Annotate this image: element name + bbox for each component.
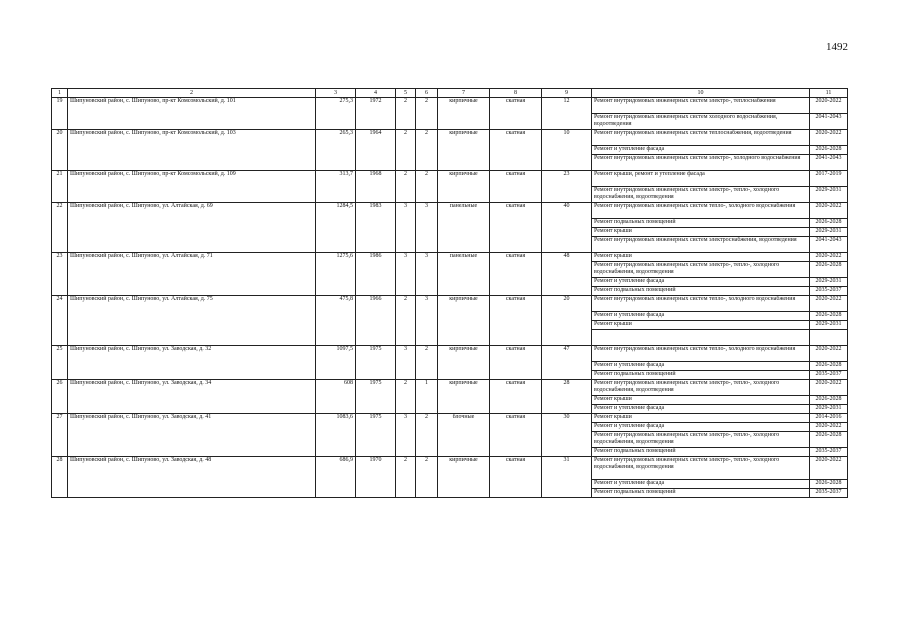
wall-material: блочные [438,414,490,457]
building-area: 1083,6 [316,414,356,457]
building-address: Шипуновский район, с. Шипуново, пр-кт Комсомольский, д. 103 [68,130,316,171]
apartment-count: 47 [542,346,592,380]
work-name: Ремонт крыши [592,253,810,262]
work-period: 2026-2028 [810,362,848,371]
work-name [592,330,810,346]
work-name: Ремонт внутридомовых инженерных систем тепло-, холодного водоснабжения [592,346,810,362]
building-area: 686,9 [316,457,356,498]
floor-count: 3 [396,346,416,380]
table-row [52,203,848,219]
column-number: 6 [416,89,438,98]
entrance-count: 2 [416,130,438,171]
building-address: Шипуновский район, с. Шипуново, ул. Заводская, д. 48 [68,457,316,498]
column-number: 7 [438,89,490,98]
work-period: 2026-2028 [810,219,848,228]
roof-type: скатная [490,414,542,457]
entrance-count: 1 [416,380,438,414]
column-number: 9 [542,89,592,98]
roof-type: скатная [490,380,542,414]
column-number: 5 [396,89,416,98]
work-name: Ремонт подвальных помещений [592,287,810,296]
entrance-count: 3 [416,203,438,253]
column-number: 11 [810,89,848,98]
apartment-count: 48 [542,253,592,296]
work-name: Ремонт внутридомовых инженерных систем тепло-, холодного водоснабжения [592,296,810,312]
work-name: Ремонт внутридомовых инженерных систем электроснабжения, водоотведения [592,237,810,253]
wall-material: панельные [438,253,490,296]
table-row [52,171,848,187]
work-name: Ремонт внутридомовых инженерных систем электро-, тепло-, холодного водоснабжения, водоотведения [592,432,810,448]
apartment-count: 28 [542,380,592,414]
table-row [52,98,848,114]
building-area: 1275,6 [316,253,356,296]
table-row [52,130,848,146]
column-number: 2 [68,89,316,98]
wall-material: кирпичные [438,296,490,346]
work-name: Ремонт крыши [592,396,810,405]
apartment-count: 40 [542,203,592,253]
building-area: 275,3 [316,98,356,130]
floor-count: 2 [396,171,416,203]
work-period: 2035-2037 [810,448,848,457]
work-name: Ремонт и утепление фасада [592,362,810,371]
building-address: Шипуновский район, с. Шипуново, ул. Заводская, д. 32 [68,346,316,380]
work-name: Ремонт и утепление фасада [592,146,810,155]
work-name: Ремонт и утепление фасада [592,423,810,432]
apartment-count: 23 [542,171,592,203]
work-period: 2017-2019 [810,171,848,187]
roof-type: скатная [490,130,542,171]
work-name: Ремонт крыши [592,321,810,330]
work-period: 2020-2022 [810,130,848,146]
row-number: 27 [52,414,68,457]
apartment-count: 10 [542,130,592,171]
table-row [52,346,848,362]
work-period: 2041-2043 [810,237,848,253]
construction-year: 1975 [356,346,396,380]
table-row [52,380,848,396]
table-body [52,98,848,498]
work-name: Ремонт внутридомовых инженерных систем электро-, тепло-, холодного водоснабжения, водоотведения [592,380,810,396]
work-period: 2029-2031 [810,405,848,414]
floor-count: 2 [396,130,416,171]
work-period: 2035-2037 [810,287,848,296]
table-row [52,457,848,480]
work-period: 2035-2037 [810,371,848,380]
construction-year: 1975 [356,414,396,457]
work-name: Ремонт внутридомовых инженерных систем тепло-, холодного водоснабжения [592,203,810,219]
entrance-count: 2 [416,346,438,380]
wall-material: кирпичные [438,130,490,171]
table-row [52,253,848,262]
construction-year: 1975 [356,380,396,414]
entrance-count: 2 [416,457,438,498]
wall-material: кирпичные [438,380,490,414]
construction-year: 1986 [356,253,396,296]
construction-year: 1964 [356,130,396,171]
building-address: Шипуновский район, с. Шипуново, пр-кт Комсомольский, д. 109 [68,171,316,203]
table-row [52,414,848,423]
apartment-count: 31 [542,457,592,498]
row-number: 28 [52,457,68,498]
page-number: 1492 [826,41,848,53]
work-period: 2020-2022 [810,203,848,219]
column-number: 3 [316,89,356,98]
building-address: Шипуновский район, с. Шипуново, ул. Заводская, д. 41 [68,414,316,457]
roof-type: скатная [490,98,542,130]
column-number: 4 [356,89,396,98]
roof-type: скатная [490,253,542,296]
floor-count: 3 [396,253,416,296]
row-number: 26 [52,380,68,414]
roof-type: скатная [490,457,542,498]
work-period: 2020-2022 [810,457,848,480]
work-name: Ремонт подвальных помещений [592,219,810,228]
construction-year: 1983 [356,203,396,253]
work-period: 2020-2022 [810,98,848,114]
work-name: Ремонт крыши, ремонт и утепление фасада [592,171,810,187]
work-name: Ремонт и утепление фасада [592,480,810,489]
work-name: Ремонт и утепление фасада [592,312,810,321]
floor-count: 2 [396,457,416,498]
column-number: 1 [52,89,68,98]
floor-count: 3 [396,203,416,253]
work-name: Ремонт внутридомовых инженерных систем электро-, холодного водоснабжения [592,155,810,171]
construction-year: 1970 [356,457,396,498]
building-area: 265,3 [316,130,356,171]
work-period: 2020-2022 [810,380,848,396]
work-period: 2026-2028 [810,432,848,448]
building-address: Шипуновский район, с. Шипуново, ул. Заводская, д. 34 [68,380,316,414]
floor-count: 2 [396,296,416,346]
work-name: Ремонт внутридомовых инженерных систем электро-, тепло-, холодного водоснабжения, водоотведения [592,187,810,203]
row-number: 24 [52,296,68,346]
work-period: 2029-2031 [810,278,848,287]
entrance-count: 2 [416,171,438,203]
entrance-count: 2 [416,98,438,130]
roof-type: скатная [490,296,542,346]
construction-year: 1966 [356,296,396,346]
work-name: Ремонт подвальных помещений [592,448,810,457]
capital-repair-table [51,88,848,498]
building-address: Шипуновский район, с. Шипуново, ул. Алтайская, д. 75 [68,296,316,346]
floor-count: 2 [396,380,416,414]
work-period: 2035-2037 [810,489,848,498]
work-name: Ремонт крыши [592,414,810,423]
work-period: 2041-2043 [810,155,848,171]
work-name: Ремонт и утепление фасада [592,278,810,287]
construction-year: 1972 [356,98,396,130]
roof-type: скатная [490,171,542,203]
work-name: Ремонт внутридомовых инженерных систем электро-, теплоснабжения [592,98,810,114]
work-name: Ремонт подвальных помещений [592,489,810,498]
building-address: Шипуновский район, с. Шипуново, ул. Алтайская, д. 71 [68,253,316,296]
building-address: Шипуновский район, с. Шипуново, пр-кт Комсомольский, д. 101 [68,98,316,130]
entrance-count: 3 [416,296,438,346]
column-number: 10 [592,89,810,98]
work-period: 2029-2031 [810,321,848,330]
work-period: 2026-2028 [810,262,848,278]
work-period: 2026-2028 [810,480,848,489]
work-period: 2026-2028 [810,312,848,321]
work-period: 2026-2028 [810,146,848,155]
column-number-row [52,89,848,98]
work-period: 2026-2028 [810,396,848,405]
floor-count: 3 [396,414,416,457]
work-period: 2020-2022 [810,296,848,312]
floor-count: 2 [396,98,416,130]
work-name: Ремонт и утепление фасада [592,405,810,414]
wall-material: кирпичные [438,98,490,130]
table-row [52,296,848,312]
work-period: 2029-2031 [810,228,848,237]
construction-year: 1968 [356,171,396,203]
row-number: 25 [52,346,68,380]
apartment-count: 12 [542,98,592,130]
work-period: 2020-2022 [810,253,848,262]
work-name: Ремонт внутридомовых инженерных систем холодного водоснабжения, водоотведения [592,114,810,130]
row-number: 19 [52,98,68,130]
apartment-count: 20 [542,296,592,346]
column-number: 8 [490,89,542,98]
work-period: 2014-2016 [810,414,848,423]
work-period: 2041-2043 [810,114,848,130]
building-area: 475,8 [316,296,356,346]
building-area: 1097,5 [316,346,356,380]
work-name: Ремонт подвальных помещений [592,371,810,380]
building-address: Шипуновский район, с. Шипуново, ул. Алтайская, д. 69 [68,203,316,253]
row-number: 22 [52,203,68,253]
wall-material: панельные [438,203,490,253]
wall-material: кирпичные [438,171,490,203]
work-period: 2029-2031 [810,187,848,203]
building-area: 608 [316,380,356,414]
entrance-count: 3 [416,253,438,296]
row-number: 20 [52,130,68,171]
work-period [810,330,848,346]
wall-material: кирпичные [438,346,490,380]
roof-type: скатная [490,203,542,253]
wall-material: кирпичные [438,457,490,498]
work-period: 2020-2022 [810,346,848,362]
work-name: Ремонт крыши [592,228,810,237]
work-name: Ремонт внутридомовых инженерных систем электро-, тепло-, холодного водоснабжения, водоотведения [592,262,810,278]
roof-type: скатная [490,346,542,380]
work-period: 2020-2022 [810,423,848,432]
entrance-count: 2 [416,414,438,457]
apartment-count: 30 [542,414,592,457]
row-number: 23 [52,253,68,296]
building-area: 1284,5 [316,203,356,253]
work-name: Ремонт внутридомовых инженерных систем теплоснабжения, водоотведения [592,130,810,146]
row-number: 21 [52,171,68,203]
building-area: 313,7 [316,171,356,203]
work-name: Ремонт внутридомовых инженерных систем электро-, тепло-, холодного водоснабжения, водоотведения [592,457,810,480]
